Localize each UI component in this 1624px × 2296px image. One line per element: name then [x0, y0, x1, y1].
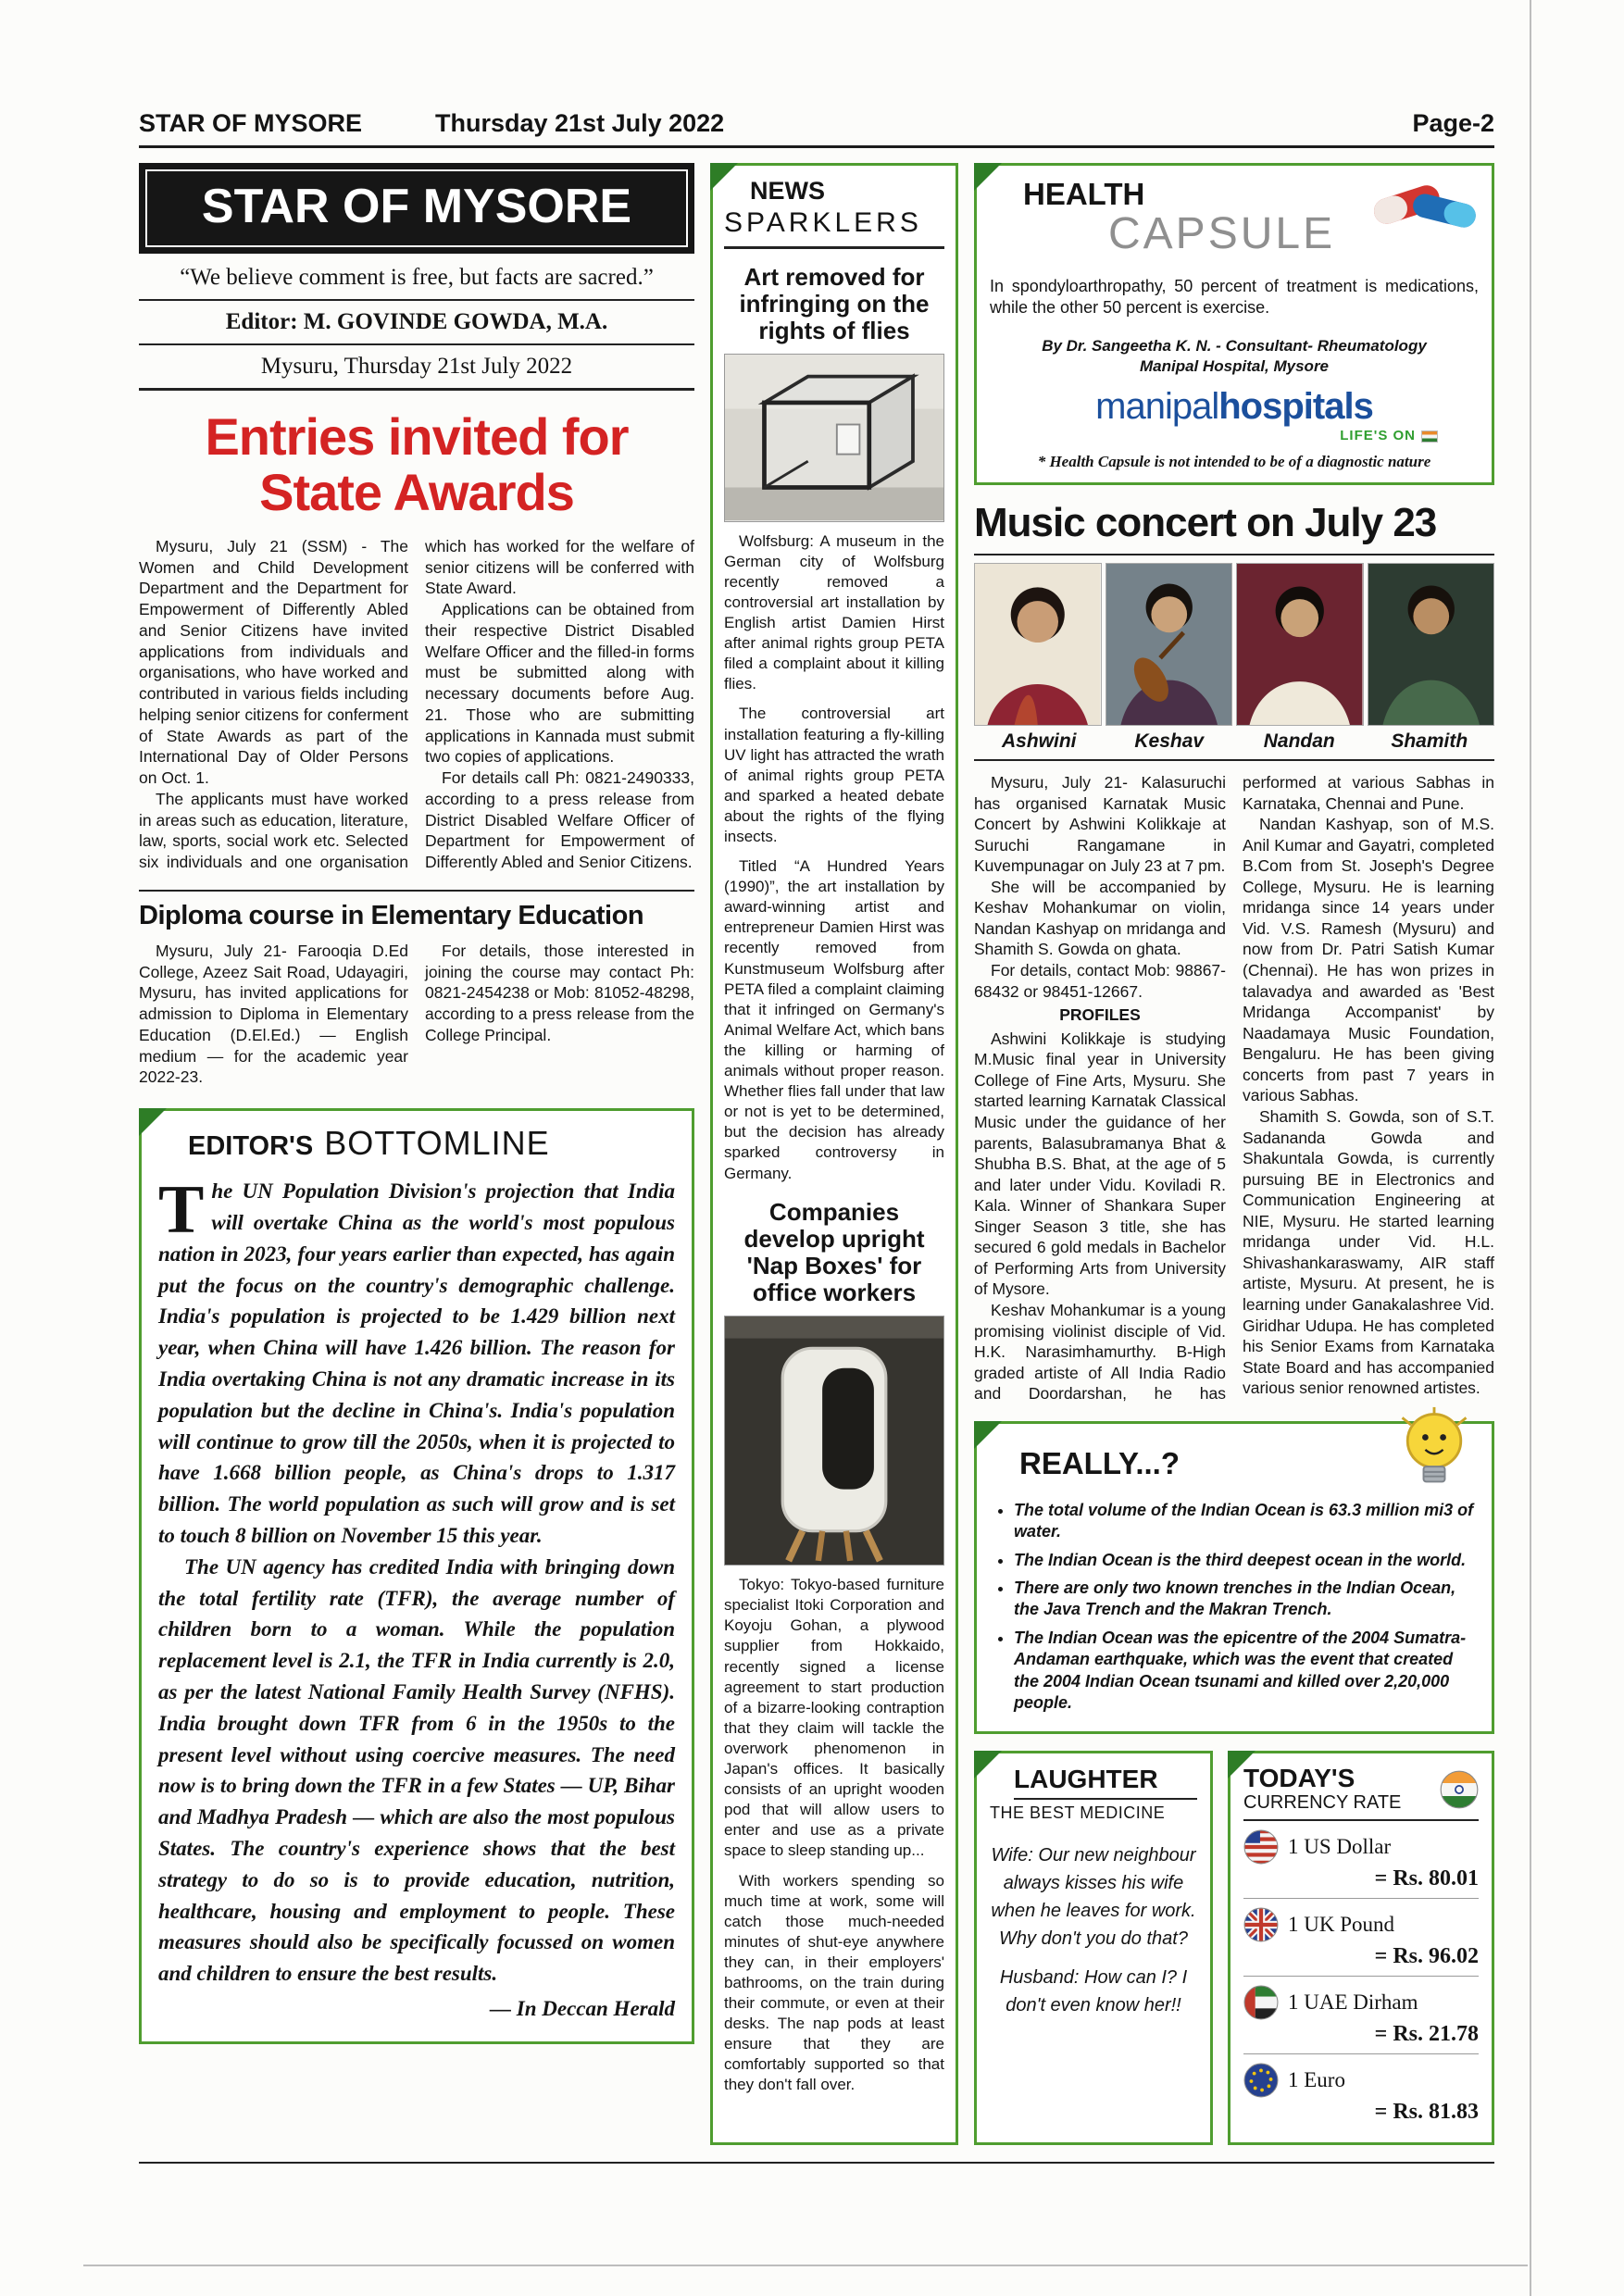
- currency-label: 1 Euro: [1288, 2067, 1345, 2091]
- health-kicker: HEALTH: [1023, 177, 1145, 211]
- page-scan-edge-right: [1530, 0, 1531, 2296]
- byline-doctor: By Dr. Sangeetha K. N. - Consultant- Rheumatology: [1042, 336, 1427, 355]
- manipal-hospitals-logo: [990, 386, 1479, 428]
- nap-box-photo: [724, 1316, 944, 1566]
- article-diploma-course: [139, 890, 694, 1088]
- paragraph: The UN Population Division's projection that India will overtake China as the world's most populous nation in 2023, four years earlier than expected, has again put the focus on the country's demographic challenge. India's population is projected to be 1.429 billion next year, when China will have 1.426 billion. The reason for India overtaking China is not any dramatic increase in its population but the decline in China's. India's population will continue to grow till the 2050s, when it is projected to have 1.668 billion people, as China's drops to 1.317 billion. The world population as such will grow and is set to touch 8 billion on November 15 this year.: [158, 1172, 675, 1547]
- paragraph: For details, those interested in joining the course may contact Ph: 0821-2454238 or Mob: 81052-48298, according to a press release from the College Principal.: [425, 941, 694, 1044]
- currency-value: = Rs. 80.01: [1374, 1866, 1479, 1890]
- masthead-title: STAR OF MYSORE: [145, 169, 688, 247]
- performer-photo-ashwini: [974, 563, 1102, 726]
- green-corner-flag-icon: [974, 1751, 1002, 1778]
- paragraph: Mysuru, July 21 (SSM) - The Women and Child Development Department and the Department for Empowerment of Differently Abled and Senior Citizens have invited applications from individuals and organisations, who have worked and contributed in various fields including helping senior citizens for conferment of State Awards as part of the International Day of Older Persons on Oct. 1.: [139, 536, 408, 788]
- article-headline: Entries invited for State Awards: [205, 407, 629, 522]
- performer-photo-strip: [974, 563, 1494, 726]
- paragraph: Applications can be obtained from their respective District Disabled Welfare Officer and the filled-in forms must be submitted along with necessary documents before Aug. 21. Those who are submitting applications in Kannada must submit two copies of applications.: [425, 600, 694, 767]
- performer-photo-nandan: [1236, 563, 1364, 726]
- paragraph: Titled “A Hundred Years (1990)”, the art installation by award-winning artist and entrepreneur Damien Hirst was recently removed from Kunstmuseum Wolfsburg after PETA filed a complaint claiming that it infringed on Germany's Animal Welfare Act, which bans the killing or harming of animals without proper reason. Whether flies fall under that law or not is yet to be determined, but the decision has already sparked controversy in Germany.: [724, 857, 944, 1182]
- story-nap-boxes: [724, 1199, 944, 2096]
- story-headline: Companies develop upright 'Nap Boxes' for office workers: [743, 1197, 925, 1306]
- logo-text-hospitals: hospitals: [1218, 385, 1373, 427]
- currency-rate-box: [1228, 1751, 1494, 2144]
- editors-bottomline-header: [188, 1124, 675, 1163]
- paragraph: Mysuru, July 21- Kalasuruchi has organised Karnatak Music Concert by Ashwini Kolikkaje at Suruchi Rangamane in Kuvempunagar on July 23 at 7 pm.: [974, 772, 1226, 876]
- page-bottom-rule: [139, 2162, 1494, 2164]
- art-installation-photo: [724, 354, 944, 521]
- paragraph: With workers spending so much time at work, some will catch those much-needed minutes of shut-eye anywhere they can, in their employers' bathrooms, on the train during their commute, or even at their desks. The nap pods at least ensure that they are comfortably supported so that they don't fall over.: [724, 1871, 944, 2094]
- masthead-editor: Editor: M. GOVINDE GOWDA, M.A.: [139, 301, 694, 345]
- currency-value: = Rs. 96.02: [1374, 1943, 1479, 1968]
- capsule-pills-icon: [1366, 171, 1484, 238]
- header-rule: [139, 145, 1494, 148]
- performer-names-row: [974, 726, 1494, 761]
- page-grid: [139, 163, 1494, 2145]
- capsule-title: CAPSULE: [1108, 209, 1336, 258]
- laughter-box: [974, 1751, 1213, 2144]
- joke-text: [990, 1841, 1197, 2019]
- byline-hospital: Manipal Hospital, Mysore: [1139, 356, 1330, 375]
- green-corner-flag-icon: [974, 1421, 1002, 1449]
- lightbulb-mascot-icon: [1392, 1404, 1477, 1492]
- fact-item: • The total volume of the Indian Ocean is 63.3 million mi3 of water.: [1014, 1500, 1477, 1543]
- health-capsule-box: [974, 163, 1494, 485]
- green-corner-flag-icon: [974, 163, 1002, 191]
- news-sparklers-title: SPARKLERS: [724, 207, 944, 249]
- tagline-flag-icon: [1421, 430, 1438, 443]
- story-art-removed: [724, 264, 944, 1184]
- paragraph: The applicants must have worked in areas such as education, literature, law, sports, social work etc. Selected six individuals and one organisation which has worked for the welfare of senior citizens will be conferred with State Award.: [139, 536, 694, 872]
- paragraph: The controversial art installation featuring a fly-killing UV light has attracted the wrath of animal rights group PETA and sparked a heated debate about the rights of the flying insects.: [724, 705, 944, 845]
- really-header: [992, 1431, 1477, 1492]
- currency-label: 1 US Dollar: [1288, 1834, 1392, 1858]
- currency-row-usd: [1243, 1821, 1479, 1899]
- performer-photo-keshav: [1106, 563, 1233, 726]
- currency-row-label: [1243, 1985, 1479, 2020]
- running-header: [139, 109, 1494, 138]
- profile-paragraph: Shamith S. Gowda, son of S.T. Sadananda Gowda and Shakuntala Gowda, is currently pursuing BE in Electronics and Communication Engineering at NIE, Mysuru. He started learning mridanga under Vid. H.L. Shivashankaraswamy, AIR staff artiste, Mysuru. At present, he is learning under Ganakalashree Vid. Giridhar Udupa. He has completed his Senior Exams from Karnataka State Board and has accompanied various senior renowned artistes.: [1243, 1106, 1494, 1398]
- article-body: [974, 772, 1494, 1404]
- bottom-boxes-row: [974, 1751, 1494, 2144]
- article-headline: Music concert on July 23: [974, 498, 1494, 555]
- performer-photo-shamith: [1368, 563, 1495, 726]
- currency-row-label: [1243, 1907, 1479, 1942]
- article-state-awards: [139, 409, 694, 873]
- masthead-dateline: Mysuru, Thursday 21st July 2022: [139, 345, 694, 391]
- really-facts-box: [974, 1421, 1494, 1735]
- paragraph: Wolfsburg: A museum in the German city of Wolfsburg recently removed a controversial art installation by English artist Damien Hirst after animal rights group PETA filed a complaint about it killing flies.: [724, 531, 944, 693]
- page-content: [139, 109, 1494, 2164]
- paragraph: For details, contact Mob: 98867-68432 or 98451-12667.: [974, 961, 1226, 1001]
- currency-row-label: [1243, 2063, 1479, 2098]
- green-corner-flag-icon: [139, 1108, 167, 1136]
- masthead-banner: [139, 163, 694, 254]
- running-header-date: Thursday 21st July 2022: [435, 109, 725, 137]
- profile-paragraph: Ashwini Kolikkaje is studying M.Music final year in University College of Fine Arts, Mysuru. She started learning Karnatak Classical Music under the guidance of her parents, Balasubramanya Bhat & Shubha B.S. Bhat, at the age of 5 and later under Vidu. Koviladi R. Kala. Winner of Shankara Super Singer Season 3 title, she has secured 6 gold medals in Bachelor of Performing Arts from University of Mysore.: [974, 1029, 1226, 1299]
- paragraph: For details call Ph: 0821-2490333, according to a press release from District Disabled Welfare Officer of Department for Empowerment of Differently Abled and Senior Citizens.: [425, 768, 694, 872]
- fact-item: • The Indian Ocean was the epicentre of the 2004 Sumatra-Andaman earthquake, which was the event that created the 2004 Indian Ocean tsunami and killed over 2,20,000 people.: [1014, 1628, 1477, 1715]
- story-body: [724, 531, 944, 1184]
- performer-name: Nandan: [1263, 730, 1335, 752]
- signoff: — In Deccan Herald: [490, 1996, 675, 2020]
- logo-text-manipal: manipal: [1095, 385, 1219, 427]
- article-body: [139, 941, 694, 1088]
- left-column: [139, 163, 694, 2145]
- fact-item: • The Indian Ocean is the third deepest ocean in the world.: [1014, 1550, 1477, 1571]
- fact-item: • There are only two known trenches in the Indian Ocean, the Java Trench and the Makran Trench.: [1014, 1578, 1477, 1621]
- paragraph: The UN agency has credited India with bringing down the total fertility rate (TFR), the average number of children born to a woman. While the population replacement level is 2.1, the TFR in India currently is 2.0, as per the latest National Family Health Survey (NFHS). India brought down TFR from 6 in the 1950s to the present level without using coercive measures. The need now is to bring down the TFR in a few States — UP, Bihar and Madhya Pradesh — which are also the most populous States. The country's experience shows that the best strategy to do so is to provide education, nutrition, healthcare, housing and employment to people. These measures should also be specifically focussed on women and children to ensure the best results.: [158, 1554, 675, 1986]
- currency-titles: [1243, 1765, 1401, 1813]
- article-music-concert: [974, 498, 1494, 1404]
- profile-paragraph: Nandan Kashyap, son of M.S. Anil Kumar and Gayatri, completed B.Com from St. Joseph's Degree College, Mysuru. He is learning mridanga since 14 years under Vid. V.S. Ramesh (Mysuru) and now from Dr. Patri Satish Kumar (Chennai). He has won prizes in talavadya and awarded as 'Best Mridanga Accompanist' by Naadamaya Music Foundation, Bengaluru. He has been giving concerts from past 7 years in various Sabhas.: [1243, 815, 1494, 1105]
- uk-flag-icon: [1243, 1907, 1279, 1942]
- profile-paragraph: Keshav Mohankumar is a young promising violinist disciple of Vid. H.K. Narasimhamurthy. B-High graded artiste of All India Radio and Doordarshan, he has performed at various Sabhas in Karnataka, Chennai and Pune.: [974, 772, 1494, 1404]
- story-body: [724, 1575, 944, 2095]
- masthead: [139, 163, 694, 391]
- green-corner-flag-icon: [710, 163, 738, 191]
- currency-value: = Rs. 21.78: [1374, 2021, 1479, 2046]
- news-sparklers-box: [710, 163, 958, 2145]
- story-headline: Art removed for infringing on the rights of flies: [739, 263, 930, 345]
- editors-bottomline-body: [158, 1172, 675, 2025]
- currency-label: 1 UAE Dirham: [1288, 1990, 1418, 2014]
- currency-row-gbp: [1243, 1899, 1479, 1977]
- joke-line: Husband: How can I? I don't even know her!!: [999, 1967, 1188, 2016]
- editors-bottomline-box: [139, 1108, 694, 2044]
- eu-flag-icon: [1243, 2063, 1279, 2098]
- page-scan-edge-bottom: [83, 2265, 1528, 2266]
- article-headline: Diploma course in Elementary Education: [139, 900, 644, 930]
- paragraph: She will be accompanied by Keshav Mohankumar on violin, Nandan Kashyap on mridanga and Shamith S. Gowda on ghata.: [974, 877, 1226, 959]
- logo-tagline: [990, 428, 1438, 443]
- performer-name: Keshav: [1134, 730, 1205, 752]
- really-title: REALLY...?: [1019, 1445, 1180, 1480]
- masthead-motto: “We believe comment is free, but facts are sacred.”: [139, 254, 694, 301]
- currency-header: [1243, 1765, 1479, 1820]
- running-header-brand: STAR OF MYSORE: [139, 109, 363, 137]
- paragraph: Tokyo: Tokyo-based furniture specialist Itoki Corporation and Koyoju Gohan, a plywood supplier from Hokkaido, recently signed a license agreement to start production of a bizarre-looking contraption that they claim will tackle the overwork phenomenon in Japan's offices. It basically consists of an upright wooden pod that will allow users to enter and use as a private space to sleep standing up...: [724, 1576, 944, 1860]
- nap-box-photo-graphic: [724, 1316, 944, 1566]
- performer-name: Ashwini: [1001, 730, 1077, 752]
- lifes-on-text: LIFE'S ON: [1340, 427, 1416, 443]
- news-kicker: NEWS: [750, 177, 825, 205]
- editors-label: EDITOR'S: [188, 1131, 314, 1162]
- us-flag-icon: [1243, 1829, 1279, 1865]
- currency-label: 1 UK Pound: [1288, 1912, 1395, 1936]
- health-byline: [990, 336, 1479, 377]
- profiles-label: PROFILES: [1059, 1005, 1141, 1025]
- green-corner-flag-icon: [1228, 1751, 1255, 1778]
- right-column: [974, 163, 1494, 2145]
- currency-title: TODAY'S: [1243, 1764, 1355, 1793]
- art-installation-photo-graphic: [724, 354, 944, 521]
- article-body: [139, 536, 694, 873]
- currency-row-aed: [1243, 1977, 1479, 2054]
- currency-row-label: [1243, 1829, 1479, 1865]
- running-header-page-number: Page-2: [1412, 109, 1494, 137]
- currency-subtitle: CURRENCY RATE: [1243, 1791, 1402, 1813]
- performer-name: Shamith: [1391, 730, 1468, 752]
- health-tip-text: In spondyloarthropathy, 50 percent of treatment is medications, while the other 50 percent is exercise.: [990, 277, 1479, 318]
- bottomline-title: BOTTOMLINE: [324, 1124, 550, 1163]
- health-disclaimer: * Health Capsule is not intended to be of a diagnostic nature: [1037, 452, 1431, 470]
- uae-flag-icon: [1243, 1985, 1279, 2020]
- currency-value: = Rs. 81.83: [1374, 2099, 1479, 2124]
- really-facts-list: [992, 1500, 1477, 1715]
- currency-row-eur: [1243, 2054, 1479, 2131]
- joke-line: Wife: Our new neighbour always kisses his wife when he leaves for work. Why don't you do that?: [991, 1845, 1196, 1950]
- paragraph: Mysuru, July 21- Farooqia D.Ed College, Azeez Sait Road, Udayagiri, Mysuru, has invited applications for admission to Diploma in Elementary Education (D.El.Ed.) — English medium — for the academic year 2022-23.: [139, 941, 408, 1087]
- laughter-subtitle: THE BEST MEDICINE: [990, 1803, 1166, 1823]
- india-flag-icon: [1440, 1770, 1479, 1809]
- laughter-title: LAUGHTER: [1014, 1765, 1197, 1800]
